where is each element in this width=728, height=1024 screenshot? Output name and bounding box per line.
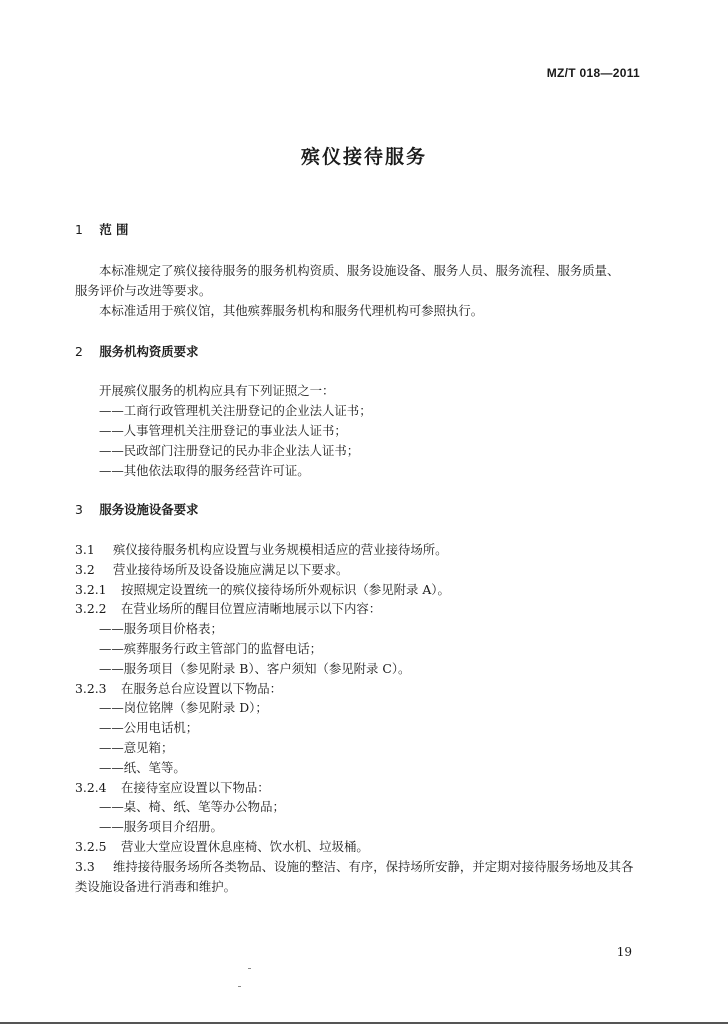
- clause-number: 3.2: [75, 562, 95, 577]
- scan-speck: [238, 986, 241, 987]
- paragraph-line: 服务评价与改进等要求。: [75, 283, 212, 298]
- clause-line: [75, 681, 282, 697]
- clause-number: 3.2.1: [75, 582, 107, 597]
- clause-line: [75, 562, 348, 578]
- clause-text: 殡仪接待服务机构应设置与业务规模相适应的营业接待场所。: [113, 542, 448, 557]
- list-item: ——服务项目介绍册。: [99, 819, 223, 834]
- clause-number: 3.2.5: [75, 839, 107, 854]
- section-1-heading: [75, 222, 128, 238]
- page-number: 19: [616, 945, 632, 959]
- clause-line: [75, 859, 633, 875]
- clause-text: 在营业场所的醒目位置应清晰地展示以下内容：: [121, 601, 382, 616]
- clause-line: [75, 839, 369, 855]
- list-item: ——桌、椅、纸、笔等办公物品；: [99, 799, 285, 814]
- section-title: 服务机构资质要求: [99, 344, 199, 359]
- list-item: ——公用电话机；: [99, 720, 199, 735]
- list-item: ——岗位铭牌（参见附录 D）；: [99, 700, 268, 715]
- clause-number: 3.2.4: [75, 780, 107, 795]
- clause-line: [75, 601, 381, 617]
- section-title: 服务设施设备要求: [99, 502, 199, 517]
- document-title: 殡仪接待服务: [300, 146, 427, 168]
- section-2-heading: [75, 344, 198, 360]
- clause-number: 3.3: [75, 859, 95, 874]
- paragraph-line: 开展殡仪服务的机构应具有下列证照之一：: [99, 383, 335, 398]
- clause-line-continued: 类设施设备进行消毒和维护。: [75, 879, 237, 894]
- section-number: 1: [75, 222, 83, 237]
- list-item: ——其他依法取得的服务经营许可证。: [99, 463, 310, 478]
- clause-line: [75, 780, 270, 796]
- list-item: ——民政部门注册登记的民办非企业法人证书；: [99, 443, 360, 458]
- clause-text: 维持接待服务场所各类物品、设施的整洁、有序，保持场所安静，并定期对接待服务场地及其各: [113, 859, 634, 874]
- section-title: 范 围: [99, 222, 129, 237]
- list-item: ——殡葬服务行政主管部门的监督电话；: [99, 641, 323, 656]
- standard-code: MZ/T 018—2011: [546, 66, 640, 80]
- clause-text: 在接待室应设置以下物品：: [121, 780, 270, 795]
- clause-number: 3.2.2: [75, 601, 107, 616]
- paragraph-line: 本标准适用于殡仪馆，其他殡葬服务机构和服务代理机构可参照执行。: [99, 303, 484, 318]
- clause-text: 按照规定设置统一的殡仪接待场所外观标识（参见附录 A）。: [121, 582, 450, 597]
- section-number: 2: [75, 344, 83, 359]
- list-item: ——服务项目价格表；: [99, 621, 223, 636]
- clause-number: 3.1: [75, 542, 95, 557]
- clause-number: 3.2.3: [75, 681, 107, 696]
- scan-speck: [248, 968, 251, 969]
- clause-line: [75, 542, 448, 558]
- clause-text: 营业接待场所及设备设施应满足以下要求。: [113, 562, 349, 577]
- list-item: ——意见箱；: [99, 740, 174, 755]
- paragraph-line: 本标准规定了殡仪接待服务的服务机构资质、服务设施设备、服务人员、服务流程、服务质量、: [99, 263, 620, 278]
- clause-line: [75, 582, 450, 598]
- list-item: ——纸、笔等。: [99, 760, 186, 775]
- section-3-heading: [75, 502, 198, 518]
- list-item: ——人事管理机关注册登记的事业法人证书；: [99, 423, 347, 438]
- clause-text: 营业大堂应设置休息座椅、饮水机、垃圾桶。: [121, 839, 369, 854]
- section-number: 3: [75, 502, 83, 517]
- list-item: ——工商行政管理机关注册登记的企业法人证书；: [99, 403, 372, 418]
- list-item: ——服务项目（参见附录 B）、客户须知（参见附录 C）。: [99, 661, 411, 676]
- clause-text: 在服务总台应设置以下物品：: [121, 681, 283, 696]
